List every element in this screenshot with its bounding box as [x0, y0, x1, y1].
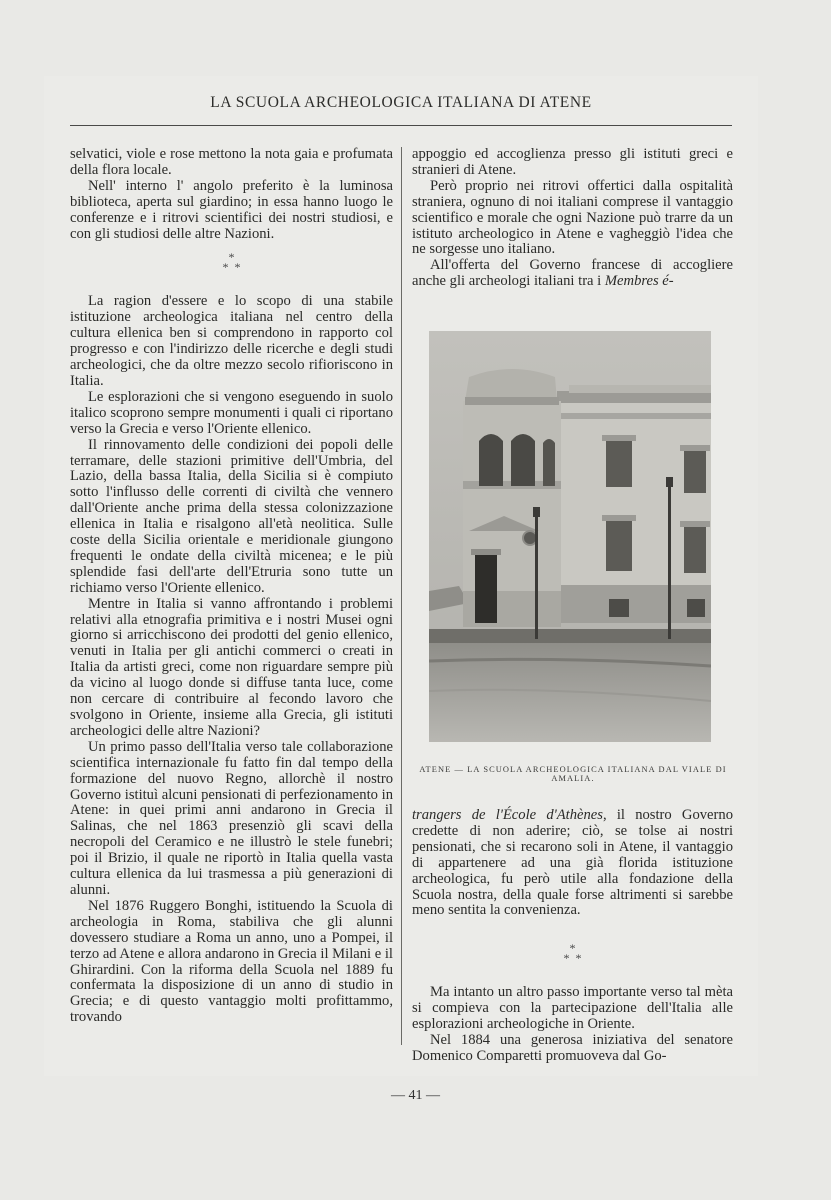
- right-asterism: * * *: [563, 941, 582, 966]
- left-paragraph-3: La ragion d'essere e lo scopo di una stabile istituzione archeologica italiana nel centro della cultura ellenica ben si comprendono in rapporto col progresso e con l'indirizzo delle ricerche e degli studi archeologici, che da oltre mezzo secolo rifioriscono in Italia.: [70, 293, 393, 389]
- left-paragraph-2: Nell' interno l' angolo preferito è la luminosa biblioteca, aperta sul giardino; in essa hanno luogo le conferenze e i ritrovi scientifici dei nostri studiosi, e con gli studiosi delle altre Nazioni.: [70, 177, 393, 242]
- right-paragraph-5: Nel 1884 una generosa iniziativa del senatore Domenico Comparetti promuoveva dal Go-: [412, 1032, 733, 1064]
- left-paragraph-8: Nel 1876 Ruggero Bonghi, istituendo la Scuola di archeologia in Roma, stabiliva che gli alunni dovessero studiare a Roma un anno, uno a Pompei, il terzo ad Atene e allora andarono in Grecia il Milani e il Ghirardini. Con la riforma della Scuola nel 1889 fu confermata la disposizione di un anno di studio in Grecia; e di questo vantaggio molti profittammo, trovando: [70, 897, 393, 1026]
- right-column-top: [412, 147, 733, 290]
- left-paragraph-1: selvatici, viole e rose mettono la nota gaia e profumata della flora locale.: [70, 146, 393, 178]
- right-paragraph-4: Ma intanto un altro passo importante verso tal mèta si compieva con la partecipazione dell'Italia alle esplorazioni archeologiche in Oriente.: [412, 984, 733, 1033]
- header-rule: [70, 125, 732, 126]
- right-paragraph-1: appoggio ed accoglienza presso gli istituti greci e stranieri di Atene.: [412, 146, 733, 178]
- left-paragraph-5: Il rinnovamento delle condizioni dei popoli delle terramare, delle stazioni primitive dell'Umbria, del Lazio, della bassa Italia, della Sicilia si è compiuto sotto l'influsso delle correnti di civiltà che vennero dall'Oriente anche prima della stessa colonizzazione ellenica in Italia e risalgono all'età neolitica. Sulle coste della Sicilia orientale e meridionale giungono frequenti le ondate della civiltà micenea; e le più splendide fasi dell'arte dell'Etruria sono tutte un richiamo verso l'Oriente ellenico.: [70, 436, 393, 596]
- page-number: — 41 —: [391, 1088, 440, 1103]
- right-column-bottom: [412, 808, 733, 1065]
- building-photo: [429, 331, 711, 742]
- right-paragraph-3-cont: trangers de l'École d'Athènes, il nostro Governo credette di non aderire; ciò, se tolse ai nostri pensionati, che si recarono soli in Atene, il vantaggio di appartenere ad una già florida istituzione archeologica, fu però utile alla fondazione della Scuola nostra, della quale forse altrimenti si sarebbe meno sentita la convenienza.: [412, 807, 733, 919]
- left-paragraph-7: Un primo passo dell'Italia verso tale collaborazione scientifica internazionale fu fatto fin dal tempo della formazione del nuovo Regno, allorchè il nostro Governo istituì alcuni pensionati di perfezionamento in Atene: in quei primi anni andarono in Grecia il Salinas, che nel 1863 presenziò gli scavi della necropoli del Ceramico e ne illustrò le stele funebri; poi il Brizio, il quale ne riportò in Italia quella vasta cultura ellenica da lui trasmessa a più generazioni di alunni.: [70, 738, 393, 898]
- running-header: LA SCUOLA ARCHEOLOGICA ITALIANA DI ATENE: [210, 94, 592, 111]
- column-divider: [401, 147, 402, 1045]
- right-paragraph-3-start: All'offerta del Governo francese di accogliere anche gli archeologi italiani tra i Membres é-: [412, 257, 733, 290]
- left-asterism: * * *: [222, 250, 241, 275]
- right-paragraph-2: Però proprio nei ritrovi offertici dalla ospitalità straniera, ognuno di noi italiani comprese il vantaggio scientifico e morale che ogni Nazione può trarre da un istituto archeologico in Atene e vagheggiò l'idea che ne sorgesse uno italiano.: [412, 177, 733, 258]
- left-column: [70, 147, 393, 1026]
- photo-caption: ATENE — LA SCUOLA ARCHEOLOGICA ITALIANA DAL VIALE DI AMALIA.: [419, 765, 727, 783]
- left-paragraph-4: Le esplorazioni che si vengono eseguendo in suolo italico scoprono sempre monumenti i quali ci riportano verso la Grecia e verso l'Oriente ellenico.: [70, 388, 393, 437]
- left-paragraph-6: Mentre in Italia si vanno affrontando i problemi relativi alla etnografia primitiva e i nostri Musei ogni giorno si arricchiscono dei prodotti del genio ellenico, venuti in Italia per gli antichi commerci o creati in Italia da artisti greci, come non riguardare sempre più da vicino al luogo donde si diffuse tanta luce, come non cercare di contribuire al fecondo lavoro che svolgono in Oriente, insieme alla Grecia, gli istituti archeologici delle altre Nazioni?: [70, 595, 393, 739]
